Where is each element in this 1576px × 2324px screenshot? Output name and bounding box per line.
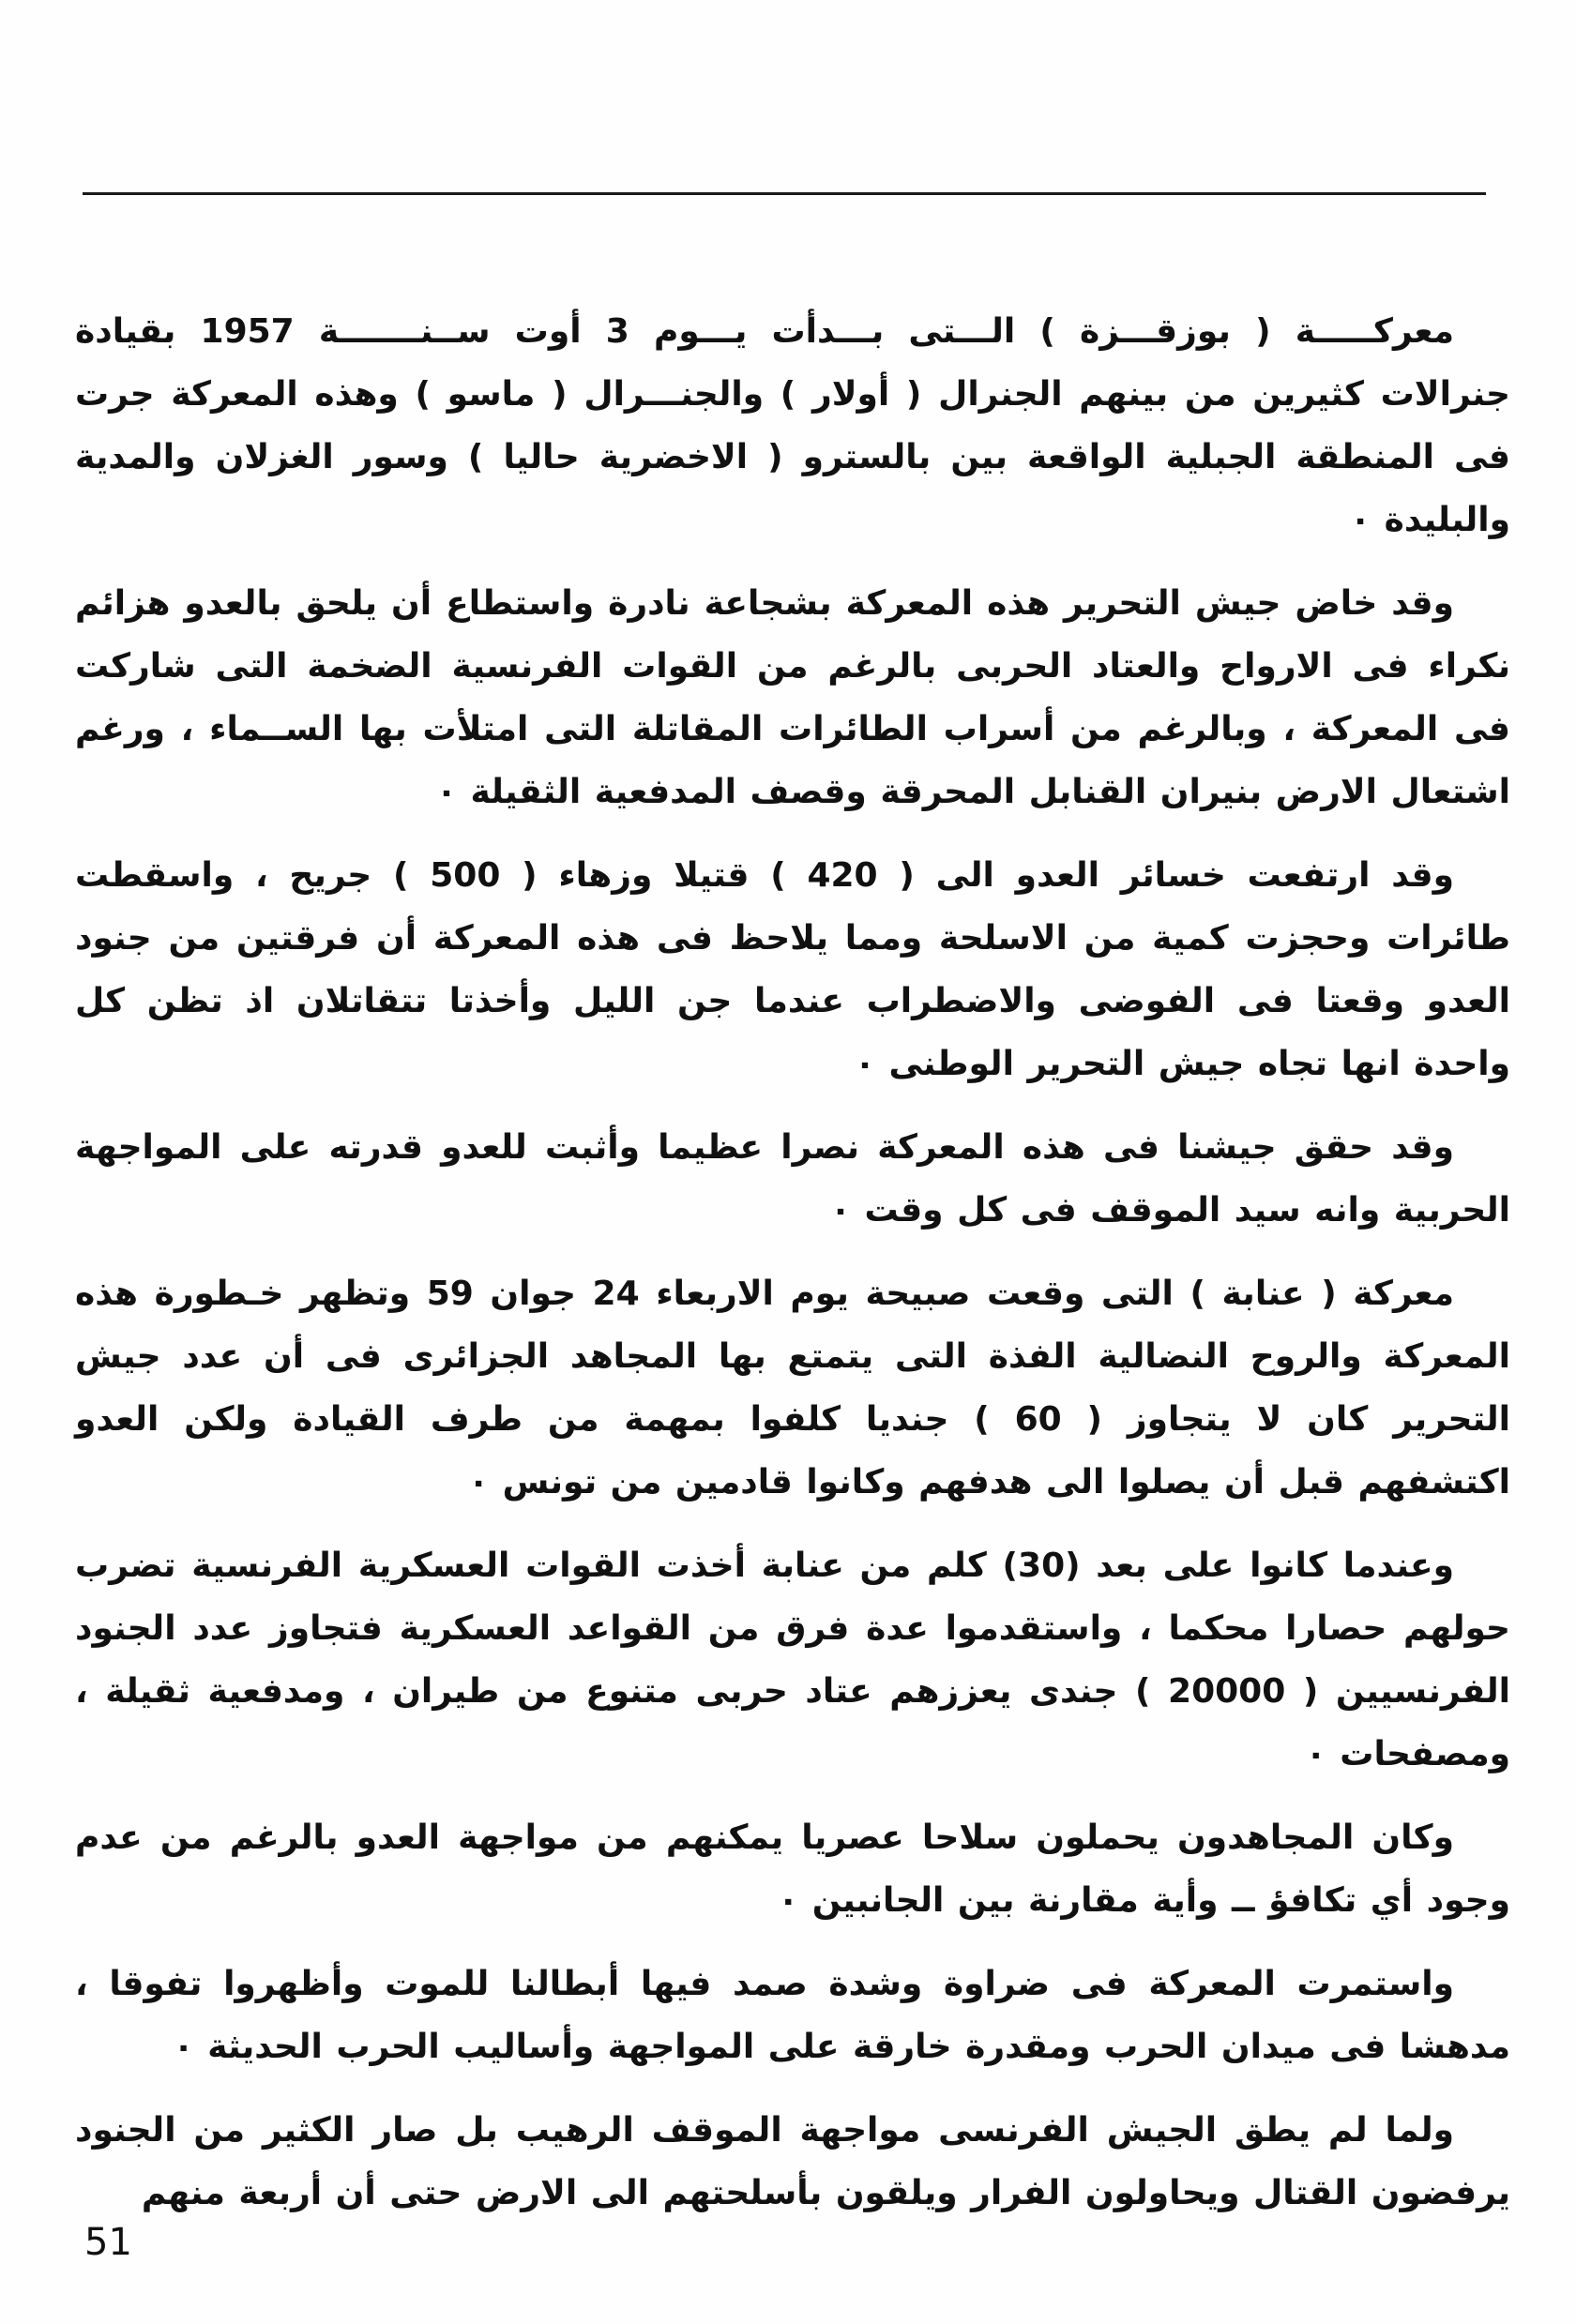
page-number: 51	[84, 2221, 132, 2264]
paragraph-8: واستمرت المعركة فى ضراوة وشدة صمد فيها أبطالنا للموت وأظهروا تفوقا ، مدهشا فى ميدان الحرب ومقدرة خارقة على المواجهة وأساليب الحرب الحديثة ٠	[75, 1965, 1510, 2066]
header-rule	[83, 192, 1486, 195]
paragraph-3: وقد ارتفعت خسائر العدو الى ( 420 ) قتيلا وزهاء ( 500 ) جريح ، واسقطت طائرات وحجزت كمية من الاسلحة ومما يلاحظ فى هذه المعركة أن فرقتين من جنود العدو وقعتا فى الفوضى والاضطراب عندما جن الليل وأخذتا تتقاتلان اذ تظن كل واحدة انها تجاه جيش التحرير الوطنى ٠	[75, 856, 1510, 1083]
paragraph-2: وقد خاض جيش التحرير هذه المعركة بشجاعة نادرة واستطاع أن يلحق بالعدو هزائم نكراء فى الارواح والعتاد الحربى بالرغم من القوات الفرنسية الضخمة التى شاركت فى المعركة ، وبالرغم من أسراب الطائرات المقاتلة التى امتلأت بها الســماء ، ورغم اشتعال الارض بنيران القنابل المحرقة وقصف المدفعية الثقيلة ٠	[75, 584, 1510, 811]
paragraph-5: معركة ( عنابة ) التى وقعت صبيحة يوم الاربعاء 24 جوان 59 وتظهر خـطورة هذه المعركة والروح النضالية الفذة التى يتمتع بها المجاهد الجزائرى فى أن عدد جيش التحرير كان لا يتجاوز ( 60 ) جنديا كلفوا بمهمة من طرف القيادة ولكن العدو اكتشفهم قبل أن يصلوا الى هدفهم وكانوا قادمين من تونس ٠	[75, 1275, 1510, 1502]
paragraph-4: وقد حقق جيشنا فى هذه المعركة نصرا عظيما وأثبت للعدو قدرته على المواجهة الحربية وانه سيد الموقف فى كل وقت ٠	[75, 1128, 1510, 1230]
body-text	[75, 300, 1510, 2245]
paragraph-1: معركـــــة ( بوزقـــزة ) الـــتى بـــدأت يـــوم 3 أوت ســنـــــــة 1957 بقيادة جنرالات كثيرين من بينهم الجنرال ( أولار ) والجنـــرال ( ماسو ) وهذه المعركة جرت فى المنطقة الجبلية الواقعة بين بالسترو ( الاخضرية حاليا ) وسور الغزلان والمدية والبليدة ٠	[75, 312, 1510, 539]
paragraph-7: وكان المجاهدون يحملون سلاحا عصريا يمكنهم من مواجهة العدو بالرغم من عدم وجود أي تكافؤ ــ وأية مقارنة بين الجانبين ٠	[75, 1818, 1510, 1920]
paragraph-6: وعندما كانوا على بعد (30) كلم من عنابة أخذت القوات العسكرية الفرنسية تضرب حولهم حصارا محكما ، واستقدموا عدة فرق من القواعد العسكرية فتجاوز عدد الجنود الفرنسيين ( 20000 ) جندى يعززهم عتاد حربى متنوع من طيران ، ومدفعية ثقيلة ، ومصفحات ٠	[75, 1547, 1510, 1773]
paragraph-9: ولما لم يطق الجيش الفرنسى مواجهة الموقف الرهيب بل صار الكثير من الجنود يرفضون القتال ويحاولون الفرار ويلقون بأسلحتهم الى الارض حتى أن أربعة منهم	[75, 2111, 1510, 2212]
